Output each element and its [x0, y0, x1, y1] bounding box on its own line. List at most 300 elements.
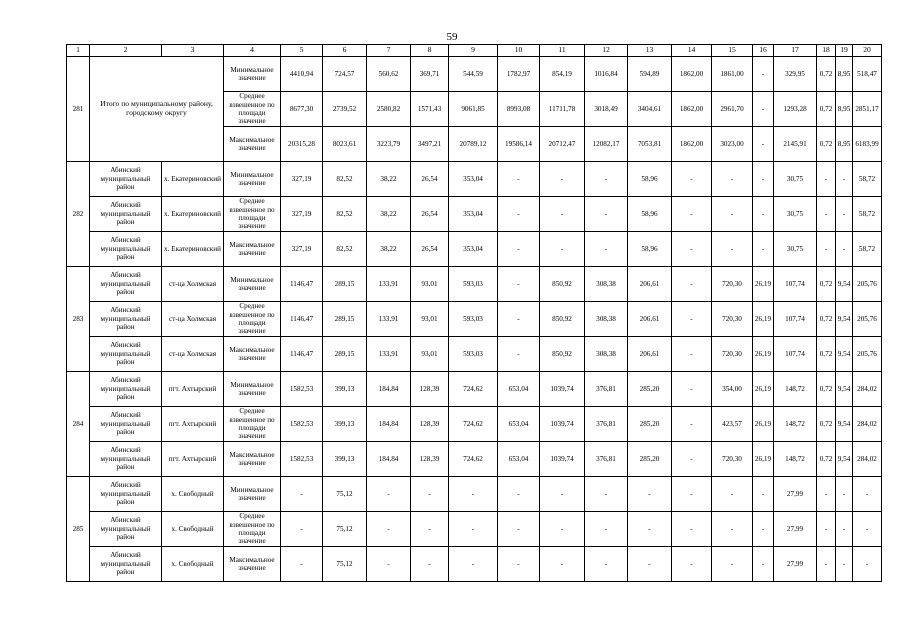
column-header: 8: [411, 45, 449, 57]
value-cell: 850,92: [540, 302, 585, 337]
value-cell: 26,54: [411, 232, 449, 267]
value-cell: 354,00: [712, 372, 753, 407]
value-cell: 0,72: [817, 372, 836, 407]
value-cell: 148,72: [774, 372, 817, 407]
value-type-cell: Минимальное значение: [224, 372, 281, 407]
column-header: 19: [836, 45, 853, 57]
value-cell: 107,74: [774, 267, 817, 302]
value-cell: -: [753, 547, 774, 582]
value-cell: -: [753, 127, 774, 162]
column-header: 14: [672, 45, 712, 57]
value-cell: -: [449, 547, 498, 582]
value-type-cell: Минимальное значение: [224, 267, 281, 302]
value-cell: 399,13: [323, 442, 367, 477]
value-cell: 0,72: [817, 127, 836, 162]
value-cell: 148,72: [774, 442, 817, 477]
value-cell: 724,57: [323, 57, 367, 92]
settlement-cell: пгт. Ахтырский: [162, 372, 224, 407]
value-cell: -: [411, 547, 449, 582]
value-cell: 75,12: [323, 547, 367, 582]
table-row: [67, 477, 882, 512]
value-cell: 376,81: [585, 372, 628, 407]
settlement-cell: х. Свободный: [162, 512, 224, 547]
value-cell: 20789,12: [449, 127, 498, 162]
value-type-cell: Минимальное значение: [224, 57, 281, 92]
value-cell: 285,20: [628, 442, 672, 477]
column-header: 13: [628, 45, 672, 57]
region-cell: Абинский муниципальный район: [90, 267, 162, 302]
table-row: [67, 267, 882, 302]
value-cell: 133,91: [367, 337, 411, 372]
value-cell: 82,52: [323, 162, 367, 197]
value-cell: 1582,53: [281, 372, 323, 407]
value-cell: 1782,97: [498, 57, 540, 92]
value-cell: 3023,00: [712, 127, 753, 162]
value-cell: -: [628, 512, 672, 547]
value-cell: 0,72: [817, 57, 836, 92]
column-header: 5: [281, 45, 323, 57]
value-cell: 720,30: [712, 267, 753, 302]
value-cell: 720,30: [712, 302, 753, 337]
value-cell: -: [498, 547, 540, 582]
value-cell: -: [817, 477, 836, 512]
table-row: [67, 442, 882, 477]
value-cell: -: [672, 162, 712, 197]
value-cell: 27,99: [774, 547, 817, 582]
settlement-cell: х. Свободный: [162, 477, 224, 512]
value-cell: -: [281, 547, 323, 582]
settlement-cell: х. Екатериновский: [162, 197, 224, 232]
value-cell: -: [540, 232, 585, 267]
value-cell: 27,99: [774, 512, 817, 547]
value-cell: 1582,53: [281, 407, 323, 442]
region-cell: Абинский муниципальный район: [90, 477, 162, 512]
value-cell: -: [853, 512, 882, 547]
value-cell: -: [672, 407, 712, 442]
table-row: [67, 162, 882, 197]
value-cell: 206,61: [628, 302, 672, 337]
value-cell: 284,02: [853, 372, 882, 407]
row-number: 285: [67, 477, 90, 582]
value-cell: 9,54: [836, 337, 853, 372]
column-header: 3: [162, 45, 224, 57]
value-cell: -: [672, 547, 712, 582]
value-cell: -: [672, 267, 712, 302]
value-cell: 593,03: [449, 267, 498, 302]
value-cell: 1146,47: [281, 267, 323, 302]
region-cell: Абинский муниципальный район: [90, 337, 162, 372]
value-cell: 308,38: [585, 267, 628, 302]
value-cell: -: [712, 197, 753, 232]
value-cell: 285,20: [628, 372, 672, 407]
value-cell: 284,02: [853, 407, 882, 442]
table-row: [67, 232, 882, 267]
value-cell: -: [498, 302, 540, 337]
value-cell: 12082,17: [585, 127, 628, 162]
value-cell: -: [672, 512, 712, 547]
value-cell: 205,76: [853, 302, 882, 337]
value-cell: 93,01: [411, 302, 449, 337]
value-cell: 27,99: [774, 477, 817, 512]
value-cell: -: [836, 512, 853, 547]
value-cell: 128,39: [411, 442, 449, 477]
value-cell: 1862,00: [672, 92, 712, 127]
region-cell: Абинский муниципальный район: [90, 372, 162, 407]
value-type-cell: Максимальное значение: [224, 127, 281, 162]
value-type-cell: Среднее взвешенное по площади значение: [224, 302, 281, 337]
column-header: 20: [853, 45, 882, 57]
value-cell: 58,72: [853, 197, 882, 232]
value-cell: 653,04: [498, 442, 540, 477]
value-cell: 0,72: [817, 92, 836, 127]
value-cell: 11711,78: [540, 92, 585, 127]
value-cell: 9,54: [836, 442, 853, 477]
value-cell: 9,54: [836, 267, 853, 302]
value-cell: 20712,47: [540, 127, 585, 162]
value-type-cell: Максимальное значение: [224, 547, 281, 582]
value-cell: 1039,74: [540, 442, 585, 477]
settlement-cell: ст-ца Холмская: [162, 337, 224, 372]
value-cell: 376,81: [585, 442, 628, 477]
value-cell: -: [753, 512, 774, 547]
value-cell: 148,72: [774, 407, 817, 442]
value-cell: 26,19: [753, 302, 774, 337]
value-cell: 399,13: [323, 372, 367, 407]
value-cell: 58,96: [628, 232, 672, 267]
value-cell: -: [585, 232, 628, 267]
value-cell: 653,04: [498, 372, 540, 407]
column-header: 15: [712, 45, 753, 57]
value-cell: 26,54: [411, 162, 449, 197]
column-header: 18: [817, 45, 836, 57]
value-cell: 7053,81: [628, 127, 672, 162]
value-cell: -: [540, 547, 585, 582]
settlement-cell: пгт. Ахтырский: [162, 407, 224, 442]
value-cell: 75,12: [323, 477, 367, 512]
value-type-cell: Максимальное значение: [224, 337, 281, 372]
value-cell: 850,92: [540, 267, 585, 302]
settlement-cell: х. Свободный: [162, 547, 224, 582]
region-cell: Абинский муниципальный район: [90, 302, 162, 337]
value-cell: -: [672, 372, 712, 407]
value-cell: 284,02: [853, 442, 882, 477]
value-cell: -: [411, 477, 449, 512]
value-cell: -: [836, 197, 853, 232]
value-cell: 1039,74: [540, 372, 585, 407]
value-cell: -: [712, 512, 753, 547]
value-cell: 58,96: [628, 162, 672, 197]
region-cell: Абинский муниципальный район: [90, 442, 162, 477]
value-cell: 9,54: [836, 407, 853, 442]
value-cell: 327,19: [281, 232, 323, 267]
row-number: 283: [67, 267, 90, 372]
value-cell: 289,15: [323, 337, 367, 372]
value-cell: 8,95: [836, 127, 853, 162]
table-row: [67, 302, 882, 337]
value-cell: 1039,74: [540, 407, 585, 442]
value-cell: 93,01: [411, 337, 449, 372]
value-cell: 26,19: [753, 442, 774, 477]
table-row: [67, 372, 882, 407]
column-header: 16: [753, 45, 774, 57]
value-type-cell: Среднее взвешенное по площади значение: [224, 197, 281, 232]
value-cell: 184,84: [367, 442, 411, 477]
value-cell: -: [498, 162, 540, 197]
column-header: 11: [540, 45, 585, 57]
value-cell: 3018,49: [585, 92, 628, 127]
value-cell: -: [817, 197, 836, 232]
value-cell: 206,61: [628, 337, 672, 372]
value-cell: 26,19: [753, 267, 774, 302]
value-cell: 206,61: [628, 267, 672, 302]
value-cell: -: [672, 302, 712, 337]
value-cell: -: [672, 337, 712, 372]
value-cell: 2145,91: [774, 127, 817, 162]
value-cell: -: [498, 232, 540, 267]
value-type-cell: Среднее взвешенное по площади значение: [224, 512, 281, 547]
value-cell: -: [672, 477, 712, 512]
value-cell: 308,38: [585, 302, 628, 337]
value-cell: -: [411, 512, 449, 547]
value-cell: -: [853, 477, 882, 512]
value-cell: 4410,94: [281, 57, 323, 92]
value-cell: 38,22: [367, 197, 411, 232]
value-cell: 8023,61: [323, 127, 367, 162]
value-cell: 26,54: [411, 197, 449, 232]
value-cell: 26,19: [753, 372, 774, 407]
value-cell: -: [367, 512, 411, 547]
value-cell: -: [753, 477, 774, 512]
region-cell: Абинский муниципальный район: [90, 407, 162, 442]
value-cell: -: [753, 197, 774, 232]
value-cell: 289,15: [323, 267, 367, 302]
value-cell: -: [817, 232, 836, 267]
column-header: 9: [449, 45, 498, 57]
value-cell: 205,76: [853, 337, 882, 372]
value-cell: 0,72: [817, 337, 836, 372]
value-cell: 0,72: [817, 267, 836, 302]
column-header: 4: [224, 45, 281, 57]
value-cell: 1862,00: [672, 127, 712, 162]
value-cell: 205,76: [853, 267, 882, 302]
value-cell: 30,75: [774, 197, 817, 232]
value-cell: 9061,85: [449, 92, 498, 127]
value-cell: 128,39: [411, 372, 449, 407]
value-cell: -: [498, 337, 540, 372]
region-cell: Абинский муниципальный район: [90, 547, 162, 582]
value-cell: -: [585, 512, 628, 547]
value-cell: 353,04: [449, 197, 498, 232]
value-cell: -: [672, 232, 712, 267]
region-cell: Абинский муниципальный район: [90, 512, 162, 547]
value-cell: -: [367, 547, 411, 582]
value-cell: 30,75: [774, 162, 817, 197]
value-cell: -: [449, 477, 498, 512]
value-cell: -: [817, 547, 836, 582]
value-cell: 184,84: [367, 372, 411, 407]
value-type-cell: Максимальное значение: [224, 442, 281, 477]
value-cell: -: [585, 547, 628, 582]
value-cell: 593,03: [449, 337, 498, 372]
value-cell: 285,20: [628, 407, 672, 442]
value-cell: 353,04: [449, 162, 498, 197]
value-cell: 133,91: [367, 302, 411, 337]
value-cell: 2739,52: [323, 92, 367, 127]
value-cell: 107,74: [774, 337, 817, 372]
page-number: 59: [446, 31, 458, 43]
value-cell: 1016,84: [585, 57, 628, 92]
value-cell: -: [672, 197, 712, 232]
column-header: 10: [498, 45, 540, 57]
value-cell: -: [672, 442, 712, 477]
value-cell: 308,38: [585, 337, 628, 372]
value-cell: -: [540, 162, 585, 197]
value-cell: 327,19: [281, 197, 323, 232]
value-cell: -: [585, 162, 628, 197]
value-cell: 3223,79: [367, 127, 411, 162]
value-type-cell: Среднее взвешенное по площади значение: [224, 407, 281, 442]
value-cell: 0,72: [817, 442, 836, 477]
value-cell: 3497,21: [411, 127, 449, 162]
value-cell: 6183,99: [853, 127, 882, 162]
value-cell: 128,39: [411, 407, 449, 442]
row-number: 281: [67, 57, 90, 162]
value-cell: 327,19: [281, 162, 323, 197]
value-cell: -: [449, 512, 498, 547]
settlement-cell: х. Екатериновский: [162, 162, 224, 197]
value-cell: -: [753, 232, 774, 267]
settlement-cell: ст-ца Холмская: [162, 302, 224, 337]
value-cell: 724,62: [449, 442, 498, 477]
value-cell: 399,13: [323, 407, 367, 442]
value-cell: 38,22: [367, 162, 411, 197]
value-cell: -: [817, 162, 836, 197]
value-cell: 1146,47: [281, 337, 323, 372]
value-cell: 19586,14: [498, 127, 540, 162]
value-cell: 107,74: [774, 302, 817, 337]
value-cell: 544,59: [449, 57, 498, 92]
value-cell: 3404,61: [628, 92, 672, 127]
value-cell: 518,47: [853, 57, 882, 92]
value-cell: 593,03: [449, 302, 498, 337]
value-cell: -: [712, 547, 753, 582]
column-header: 2: [90, 45, 162, 57]
value-cell: 184,84: [367, 407, 411, 442]
value-cell: 1571,43: [411, 92, 449, 127]
table-row: [67, 407, 882, 442]
data-table: [66, 44, 882, 582]
value-cell: 8993,08: [498, 92, 540, 127]
value-type-cell: Минимальное значение: [224, 477, 281, 512]
column-header: 17: [774, 45, 817, 57]
value-cell: 1861,00: [712, 57, 753, 92]
value-cell: 353,04: [449, 232, 498, 267]
value-cell: -: [498, 267, 540, 302]
value-cell: 369,71: [411, 57, 449, 92]
value-cell: 8677,30: [281, 92, 323, 127]
value-cell: 75,12: [323, 512, 367, 547]
value-type-cell: Минимальное значение: [224, 162, 281, 197]
table-row: [67, 57, 882, 92]
value-cell: 93,01: [411, 267, 449, 302]
value-type-cell: Максимальное значение: [224, 232, 281, 267]
value-cell: 720,30: [712, 337, 753, 372]
value-cell: -: [281, 477, 323, 512]
value-cell: 58,72: [853, 162, 882, 197]
value-cell: 854,19: [540, 57, 585, 92]
value-cell: -: [753, 162, 774, 197]
value-cell: -: [281, 512, 323, 547]
column-header: 1: [67, 45, 90, 57]
settlement-cell: пгт. Ахтырский: [162, 442, 224, 477]
value-cell: 289,15: [323, 302, 367, 337]
table-body: [67, 45, 882, 582]
table-row: [67, 547, 882, 582]
value-cell: -: [585, 477, 628, 512]
value-cell: 850,92: [540, 337, 585, 372]
value-cell: 0,72: [817, 302, 836, 337]
value-cell: 8,95: [836, 92, 853, 127]
value-cell: 724,62: [449, 372, 498, 407]
value-cell: 2851,17: [853, 92, 882, 127]
value-cell: 1293,28: [774, 92, 817, 127]
value-cell: -: [817, 512, 836, 547]
value-cell: 2580,82: [367, 92, 411, 127]
header-row: [67, 45, 882, 57]
value-cell: 1582,53: [281, 442, 323, 477]
value-cell: -: [753, 92, 774, 127]
value-cell: -: [836, 162, 853, 197]
value-cell: 1862,00: [672, 57, 712, 92]
value-cell: -: [836, 547, 853, 582]
value-type-cell: Среднее взвешенное по площади значение: [224, 92, 281, 127]
value-cell: 58,72: [853, 232, 882, 267]
value-cell: 724,62: [449, 407, 498, 442]
value-cell: 9,54: [836, 372, 853, 407]
value-cell: 9,54: [836, 302, 853, 337]
value-cell: 82,52: [323, 232, 367, 267]
value-cell: 329,95: [774, 57, 817, 92]
table-row: [67, 512, 882, 547]
settlement-cell: х. Екатериновский: [162, 232, 224, 267]
value-cell: -: [836, 477, 853, 512]
value-cell: -: [628, 477, 672, 512]
value-cell: 26,19: [753, 337, 774, 372]
value-cell: -: [540, 512, 585, 547]
value-cell: 133,91: [367, 267, 411, 302]
table-row: [67, 197, 882, 232]
region-cell: Абинский муниципальный район: [90, 197, 162, 232]
column-header: 12: [585, 45, 628, 57]
table-row: [67, 337, 882, 372]
value-cell: -: [540, 477, 585, 512]
region-cell: Итого по муниципальному району, городскому округу: [90, 57, 224, 162]
value-cell: -: [585, 197, 628, 232]
value-cell: 20315,28: [281, 127, 323, 162]
value-cell: -: [628, 547, 672, 582]
value-cell: -: [540, 197, 585, 232]
value-cell: -: [753, 57, 774, 92]
value-cell: 26,19: [753, 407, 774, 442]
value-cell: 560,62: [367, 57, 411, 92]
value-cell: 58,96: [628, 197, 672, 232]
region-cell: Абинский муниципальный район: [90, 232, 162, 267]
value-cell: 720,30: [712, 442, 753, 477]
value-cell: -: [712, 232, 753, 267]
value-cell: -: [836, 232, 853, 267]
column-header: 7: [367, 45, 411, 57]
row-number: 282: [67, 162, 90, 267]
